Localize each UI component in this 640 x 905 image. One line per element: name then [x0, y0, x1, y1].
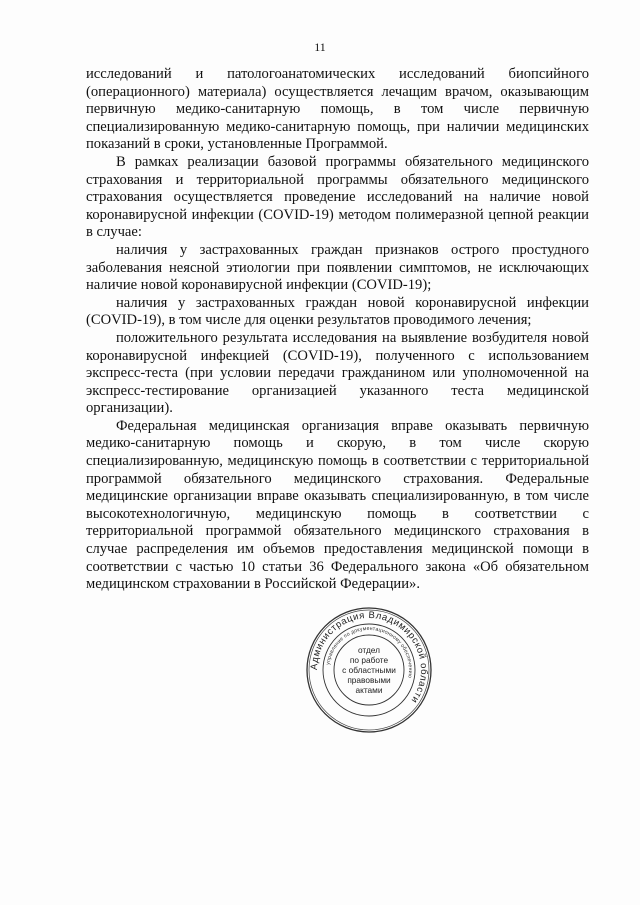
paragraph-federal-organizations: Федеральная медицинская организация вправе оказывать первичную медико-санитарную помощь и скорую, в том числе скорую специализированную, медицинскую помощь в соответствии с территориальной программой обязательного медицинского страхования. Федеральные медицинские организации вправе оказывать специализированную, в том числе высокотехнологичную, медицинскую помощь в соответствии с территориальной программой обязательного медицинского страхования в случае распределения им объемов предоставления медицинской помощи в соответствии с частью 10 статьи 36 Федерального закона «Об обязательном медицинском страховании в Российской Федерации».: [86, 417, 589, 593]
paragraph-continuation: исследований и патологоанатомических исследований биопсийного (операционного) материала) осуществляется лечащим врачом, оказывающим первичную медико-санитарную помощь, в том числе первичную специализированную медико-санитарную помощь, при наличии медицинских показаний в сроки, установленные Программой.: [86, 66, 589, 153]
stamp-line: с областными: [342, 665, 396, 675]
stamp-line: актами: [355, 685, 383, 695]
paragraph-condition-symptoms: наличия у застрахованных граждан признаков острого простудного заболевания неясной этиологии при появлении симптомов, не исключающих наличие новой коронавирусной инфекции (COVID-19);: [86, 241, 589, 294]
stamp-line: по работе: [349, 655, 389, 665]
stamp-line: правовыми: [347, 675, 391, 685]
document-body: [86, 66, 589, 594]
paragraph-condition-infected: наличия у застрахованных граждан новой коронавирусной инфекции (COVID-19), в том числе для оценки результатов проводимого лечения;: [86, 294, 589, 329]
svg-text:управление по документационном: управление по документационному обеспечению: [325, 625, 414, 679]
stamp-center-text: [334, 635, 404, 705]
official-stamp: [305, 606, 433, 734]
paragraph-condition-express-test: положительного результата исследования на выявление возбудителя новой коронавирусной инфекцией (COVID-19), полученного с использованием экспресс-теста (при условии передачи гражданином или уполномоченной на экспресс-тестирование организацией указанного теста медицинской организации).: [86, 329, 589, 417]
page-number: 11: [314, 40, 326, 54]
svg-text:Администрация Владимирской обл: Администрация Владимирской области: [308, 609, 430, 706]
paragraph-covid-testing-intro: В рамках реализации базовой программы обязательного медицинского страхования и территориальной программы обязательного медицинского страхования осуществляется проведение исследований на наличие новой коронавирусной инфекции (COVID-19) методом полимеразной цепной реакции в случае:: [86, 153, 589, 241]
stamp-line: отдел: [358, 645, 380, 655]
